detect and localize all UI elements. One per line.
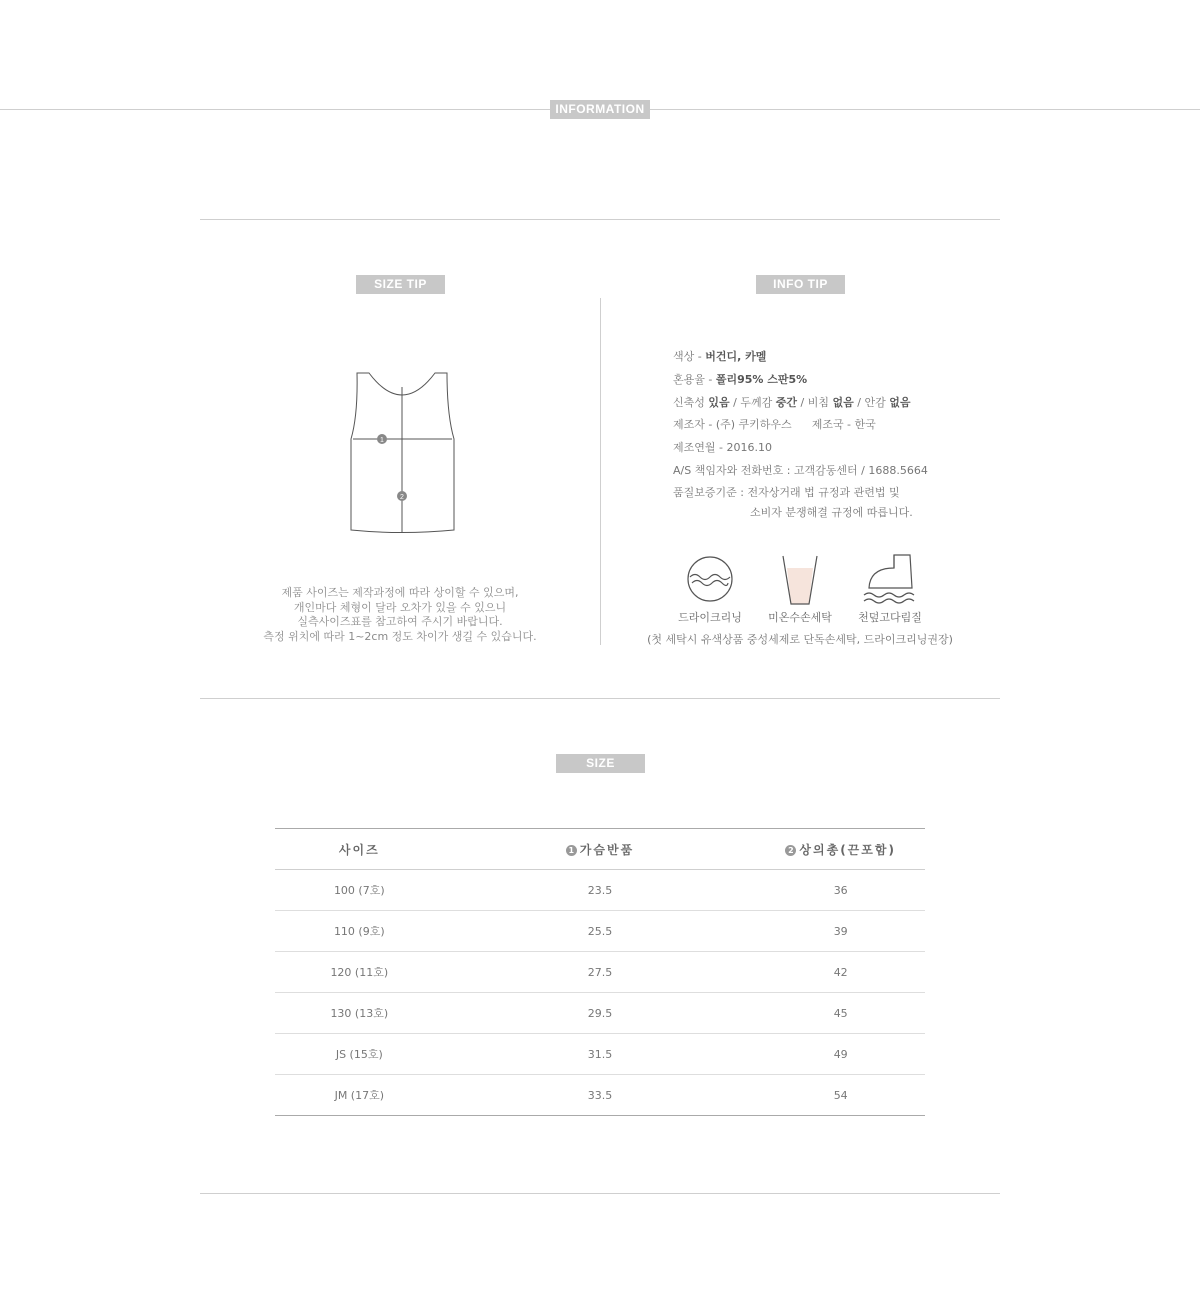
cell-length: 54: [756, 1075, 925, 1116]
header-size: 사이즈: [275, 829, 444, 870]
table-row: [275, 1034, 925, 1075]
chest-marker: 1: [380, 437, 384, 444]
dry-clean-icon: [685, 550, 735, 606]
section-divider-bottom: [200, 1193, 1000, 1194]
cell-length: 45: [756, 993, 925, 1034]
cell-size: 120 (11호): [275, 952, 444, 993]
center-divider: [600, 298, 601, 645]
size-table: [275, 828, 925, 1116]
cell-length: 36: [756, 870, 925, 911]
info-tip-tag: INFO TIP: [756, 275, 845, 294]
cell-chest: 31.5: [444, 1034, 757, 1075]
size-tip-note: 제품 사이즈는 제작과정에 따라 상이할 수 있으며,: [281, 586, 519, 599]
care-label-dry-clean: 드라이크리닝: [678, 611, 742, 624]
section-divider-middle: [200, 698, 1000, 699]
table-row: [275, 1075, 925, 1116]
info-material: 혼용율 - 폴리95% 스판5%: [673, 372, 808, 386]
cell-chest: 29.5: [444, 993, 757, 1034]
size-tag: SIZE: [556, 754, 645, 773]
cell-length: 42: [756, 952, 925, 993]
header-chest: 1 가슴반품: [444, 829, 757, 870]
table-row: [275, 911, 925, 952]
size-tip-notes: [220, 586, 580, 644]
cell-chest: 25.5: [444, 911, 757, 952]
info-maker: 제조자 - (주) 쿠키하우스 제조국 - 한국: [673, 418, 876, 432]
size-table-header: [275, 829, 925, 870]
cell-size: JM (17호): [275, 1075, 444, 1116]
info-warranty-cont: 소비자 분쟁해결 규정에 따릅니다.: [750, 505, 913, 519]
table-row: [275, 870, 925, 911]
info-fabric-properties: 신축성 있음 / 두께감 중간 / 비침 없음 / 안감 없음: [673, 395, 911, 409]
info-warranty: 품질보증기준 : 전자상거래 법 규정과 관련법 및: [673, 485, 900, 499]
size-tip-note: 측정 위치에 따라 1~2cm 정도 차이가 생길 수 있습니다.: [263, 629, 537, 643]
info-tip-list: [673, 346, 928, 523]
cell-chest: 23.5: [444, 870, 757, 911]
cell-size: JS (15호): [275, 1034, 444, 1075]
iron-with-cloth-icon: [860, 550, 920, 606]
sleeveless-top-diagram: [345, 365, 460, 540]
info-as-contact: A/S 책임자와 전화번호 : 고객감동센터 / 1688.5664: [673, 463, 928, 477]
size-tip-tag: SIZE TIP: [356, 275, 445, 294]
care-dry-clean: [665, 550, 755, 625]
info-color: 색상 - 버건디, 카멜: [673, 350, 767, 363]
header-length: 2 상의총(끈포함): [756, 829, 925, 870]
care-label-handwash: 미온수손세탁: [768, 611, 832, 624]
care-note: (첫 세탁시 유색상품 중성세제로 단독손세탁, 드라이크리닝권장): [647, 633, 953, 646]
table-row: [275, 952, 925, 993]
care-iron: [845, 550, 935, 625]
cell-size: 100 (7호): [275, 870, 444, 911]
care-handwash: [755, 550, 845, 625]
size-tip-note: 실측사이즈표를 참고하여 주시기 바랍니다.: [297, 615, 503, 628]
length-marker: 2: [400, 494, 404, 501]
table-row: [275, 993, 925, 1034]
cell-chest: 33.5: [444, 1075, 757, 1116]
size-tip-note: 개인마다 체형이 달라 오차가 있을 수 있으니: [293, 600, 507, 614]
information-tag: INFORMATION: [550, 100, 650, 119]
length-number-badge: 2: [785, 845, 796, 856]
cell-length: 49: [756, 1034, 925, 1075]
cell-length: 39: [756, 911, 925, 952]
care-label-iron: 천덮고다림질: [858, 611, 922, 624]
section-divider-top: [200, 219, 1000, 220]
cell-chest: 27.5: [444, 952, 757, 993]
info-date: 제조연월 - 2016.10: [673, 441, 772, 455]
chest-number-badge: 1: [566, 845, 577, 856]
lukewarm-handwash-icon: [775, 550, 825, 606]
cell-size: 130 (13호): [275, 993, 444, 1034]
cell-size: 110 (9호): [275, 911, 444, 952]
